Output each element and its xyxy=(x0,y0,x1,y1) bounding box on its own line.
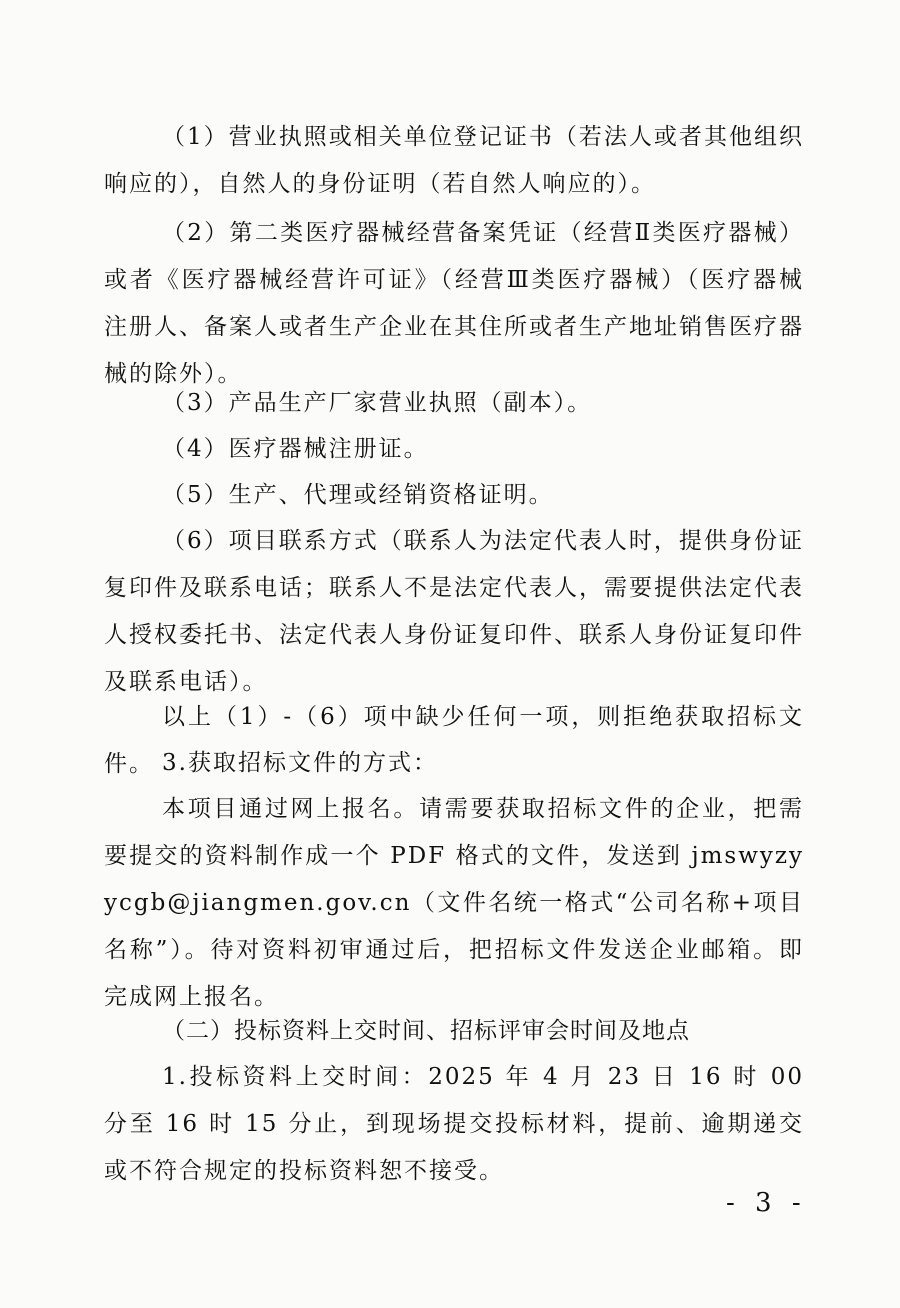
section-heading-acquire-method: 3.获取招标文件的方式： xyxy=(162,750,438,776)
paragraph-item-5: （5）生产、代理或经销资格证明。 xyxy=(162,482,554,508)
page-number: - 3 - xyxy=(726,1188,807,1218)
paragraph-item-1: （1）营业执照或相关单位登记证书（若法人或者其他组织响应的），自然人的身份证明（若自然人响应的）。 xyxy=(104,124,804,197)
paragraph-item-4: （4）医疗器械注册证。 xyxy=(162,436,429,462)
paragraph-online-registration: 本项目通过网上报名。请需要获取招标文件的企业，把需要提交的资料制作成一个 PDF 格式的文件，发送到 jmswyzyycgb@jiangmen.gov.cn（文件名统一格式“公司名称+项目名称”）。待对资料初审通过后，把招标文件发送企业邮箱。即完成网上报名。 xyxy=(104,796,804,1010)
section-heading-submission: （二）投标资料上交时间、招标评审会时间及地点 xyxy=(162,1018,690,1044)
paragraph-item-2: （2）第二类医疗器械经营备案凭证（经营Ⅱ类医疗器械）或者《医疗器械经营许可证》（经营Ⅲ类医疗器械）（医疗器械注册人、备案人或者生产企业在其住所或者生产地址销售医疗器械的除外）。 xyxy=(104,220,804,387)
paragraph-summary: 以上（1）-（6）项中缺少任何一项，则拒绝获取招标文件。 xyxy=(104,704,804,777)
paragraph-item-3: （3）产品生产厂家营业执照（副本）。 xyxy=(162,390,593,416)
paragraph-item-6: （6）项目联系方式（联系人为法定代表人时，提供身份证复印件及联系电话；联系人不是法定代表人，需要提供法定代表人授权委托书、法定代表人身份证复印件、联系人身份证复印件及联系电话）。 xyxy=(104,528,804,695)
paragraph-submission-time: 1.投标资料上交时间：2025 年 4 月 23 日 16 时 00 分至 16 时 15 分止，到现场提交投标材料，提前、逾期递交或不符合规定的投标资料恕不接受。 xyxy=(104,1064,804,1184)
